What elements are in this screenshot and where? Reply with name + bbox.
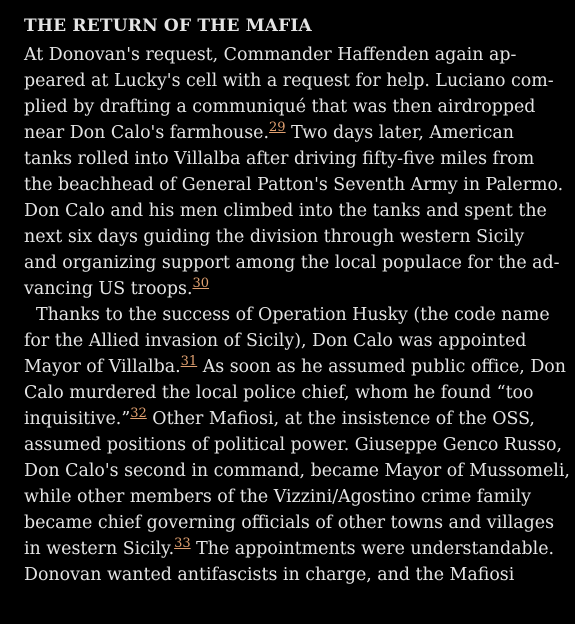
text-line: while other members of the Vizzini/Agostino crime family	[24, 487, 532, 507]
text-segment: vancing US troops.	[24, 279, 193, 299]
text-segment: The appointments were understandable.	[190, 539, 555, 559]
text-line	[24, 406, 554, 432]
footnote-link-29[interactable]: 29	[269, 120, 286, 135]
text-line: next six days guiding the division through western Sicily	[24, 227, 525, 247]
text-segment: in western Sicily.	[24, 539, 175, 559]
page-content	[24, 14, 570, 588]
text-line	[24, 276, 554, 302]
text-line: became chief governing officials of other towns and villages	[24, 513, 555, 533]
text-line: Don Calo and his men climbed into the tanks and spent the	[24, 201, 547, 221]
text-line: and organizing support among the local populace for the ad-	[24, 253, 560, 273]
text-line: Don Calo's second in command, became Mayor of Mussomeli,	[24, 461, 570, 481]
text-segment: near Don Calo's farmhouse.	[24, 123, 270, 143]
section-heading: THE RETURN OF THE MAFIA	[24, 16, 312, 36]
text-segment: Mayor of Villalba.	[24, 357, 181, 377]
text-line: the beachhead of General Patton's Seventh Army in Palermo.	[24, 175, 564, 195]
text-line: plied by drafting a communiqué that was then airdropped	[24, 97, 536, 117]
footnote-link-30[interactable]: 30	[192, 276, 210, 291]
footnote-link-31[interactable]: 31	[180, 354, 198, 369]
text-line: for the Allied invasion of Sicily), Don Calo was appointed	[24, 331, 527, 351]
text-line: Thanks to the success of Operation Husky (the code name	[36, 305, 550, 325]
text-segment: As soon as he assumed public office, Don	[197, 357, 566, 377]
text-segment: Two days later, American	[285, 123, 514, 143]
text-line: Calo murdered the local police chief, whom he found “too	[24, 383, 534, 403]
text-line	[24, 354, 566, 380]
text-line	[24, 536, 554, 562]
body-text	[24, 42, 570, 588]
footnote-link-32[interactable]: 32	[130, 406, 147, 421]
text-segment: inquisitive.”	[24, 409, 131, 429]
text-line: assumed positions of political power. Giuseppe Genco Russo,	[24, 435, 562, 455]
text-line: tanks rolled into Villalba after driving fifty-five miles from	[24, 149, 535, 169]
text-line: peared at Lucky's cell with a request for help. Luciano com-	[24, 71, 554, 91]
text-line: Donovan wanted antifascists in charge, and the Mafiosi	[24, 565, 515, 585]
footnote-link-33[interactable]: 33	[174, 536, 191, 551]
text-segment: Other Mafiosi, at the insistence of the OSS,	[146, 409, 535, 429]
text-line: At Donovan's request, Commander Haffenden again ap-	[24, 45, 517, 65]
text-line	[24, 120, 554, 146]
